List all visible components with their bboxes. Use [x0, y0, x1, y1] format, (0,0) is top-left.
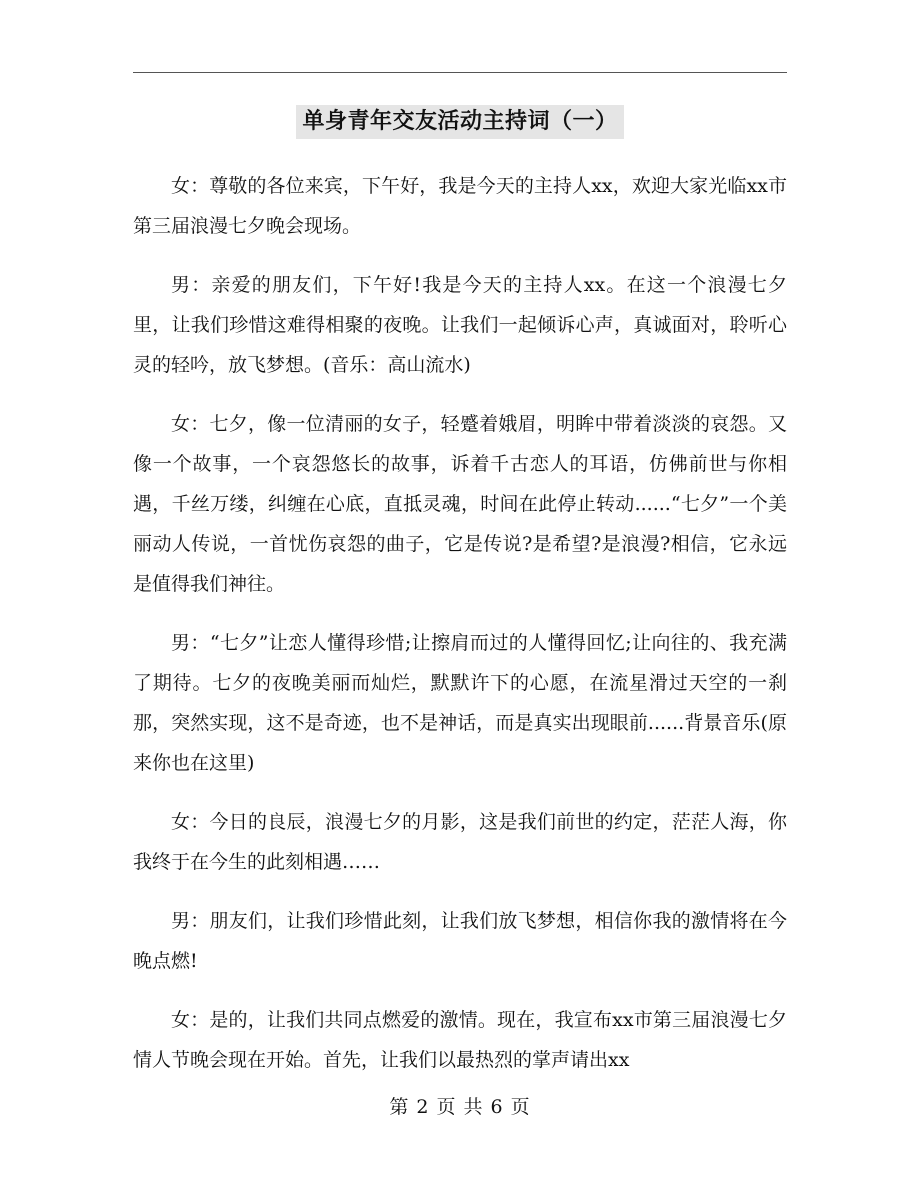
paragraph-1: 女：尊敬的各位来宾，下午好，我是今天的主持人xx，欢迎大家光临xx市第三届浪漫七夕晚会现场。 — [133, 175, 787, 237]
page-number-footer: 第 2 页 共 6 页 — [389, 1096, 531, 1118]
paragraph-4: 男：“七夕”让恋人懂得珍惜;让擦肩而过的人懂得回忆;让向往的、我充满了期待。七夕的夜晚美丽而灿烂，默默许下的心愿，在流星滑过天空的一刹那，突然实现，这不是奇迹，也不是神话，而是真实出现眼前......背景音乐(原来你也在这里) — [133, 632, 787, 774]
paragraph-3: 女：七夕，像一位清丽的女子，轻蹙着娥眉，明眸中带着淡淡的哀怨。又像一个故事，一个哀怨悠长的故事，诉着千古恋人的耳语，仿佛前世与你相遇，千丝万缕，纠缠在心底，直抵灵魂，时间在此停止转动......“七夕”一个美丽动人传说，一首忧伤哀怨的曲子，它是传说?是希望?是浪漫?相信，它永远是值得我们神往。 — [133, 413, 787, 595]
title-container — [0, 105, 920, 139]
paragraph-6: 男：朋友们，让我们珍惜此刻，让我们放飞梦想，相信你我的激情将在今晚点燃! — [133, 910, 787, 972]
document-body — [133, 166, 787, 1099]
document-title: 单身青年交友活动主持词（一） — [296, 105, 623, 139]
paragraph-2: 男：亲爱的朋友们，下午好!我是今天的主持人xx。在这一个浪漫七夕里，让我们珍惜这难得相聚的夜晚。让我们一起倾诉心声，真诚面对，聆听心灵的轻吟，放飞梦想。(音乐：高山流水) — [133, 274, 787, 376]
paragraph-7: 女：是的，让我们共同点燃爱的激情。现在，我宣布xx市第三届浪漫七夕情人节晚会现在开始。首先，让我们以最热烈的掌声请出xx — [133, 1009, 787, 1071]
paragraph-5: 女：今日的良辰，浪漫七夕的月影，这是我们前世的约定，茫茫人海，你我终于在今生的此刻相遇…… — [133, 811, 787, 873]
header-rule — [133, 72, 787, 73]
